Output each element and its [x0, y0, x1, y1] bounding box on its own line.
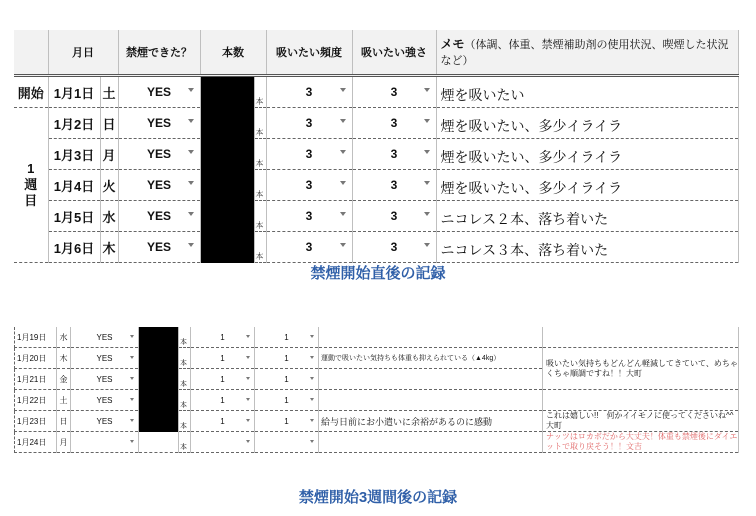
chevron-down-icon[interactable] — [246, 440, 250, 443]
unit-label: 本 — [254, 108, 266, 139]
date-cell[interactable]: 1月20日 — [15, 348, 57, 369]
strength-select[interactable] — [352, 108, 436, 139]
date-cell[interactable]: 1月21日 — [15, 369, 57, 390]
weekday-cell[interactable]: 火 — [100, 170, 118, 201]
frequency-select[interactable] — [191, 369, 255, 390]
frequency-value: 1 — [220, 332, 225, 342]
strength-select[interactable] — [255, 369, 319, 390]
header-row — [14, 30, 738, 76]
chevron-down-icon[interactable] — [188, 181, 194, 185]
chevron-down-icon[interactable] — [340, 212, 346, 216]
strength-value: 1 — [284, 395, 289, 405]
strength-select[interactable] — [352, 201, 436, 232]
week-char: 週 — [24, 177, 38, 192]
smokefree-select[interactable] — [71, 411, 139, 432]
frequency-select[interactable] — [191, 432, 255, 453]
header-date: 月日 — [48, 30, 118, 76]
smokefree-select[interactable] — [71, 390, 139, 411]
unit-label: 本 — [179, 411, 191, 432]
chevron-down-icon[interactable] — [424, 150, 430, 154]
strength-select[interactable] — [255, 390, 319, 411]
chevron-down-icon[interactable] — [130, 398, 134, 401]
smokefree-select[interactable] — [118, 108, 200, 139]
table-row — [14, 76, 738, 108]
count-cell[interactable] — [139, 432, 179, 453]
redacted-count — [200, 76, 254, 108]
chevron-down-icon[interactable] — [310, 356, 314, 359]
weekday-cell[interactable]: 土 — [57, 390, 71, 411]
strength-value: 3 — [390, 209, 398, 223]
smokefree-value: YES — [146, 147, 171, 161]
weekday-cell[interactable]: 水 — [57, 327, 71, 348]
coach-comment: ナッツはロカボだから大丈夫！体重も禁煙後にダイエットで取り戻そう！！文吉 — [543, 432, 739, 453]
table-row — [15, 411, 739, 432]
start-label: 開始 — [14, 76, 48, 108]
table-row — [14, 201, 738, 232]
chevron-down-icon[interactable] — [310, 419, 314, 422]
smokefree-value: YES — [96, 416, 113, 426]
smokefree-select[interactable] — [118, 170, 200, 201]
strength-select[interactable] — [255, 411, 319, 432]
memo-cell[interactable]: 煙を吸いたい — [436, 76, 738, 108]
weekday-cell[interactable]: 土 — [100, 76, 118, 108]
memo-cell[interactable]: ニコレス２本、落ち着いた — [436, 201, 738, 232]
header-memo — [436, 30, 738, 76]
frequency-value: 3 — [305, 178, 313, 192]
unit-label: 本 — [254, 232, 266, 263]
strength-select[interactable] — [255, 327, 319, 348]
chevron-down-icon[interactable] — [340, 119, 346, 123]
table-row — [15, 327, 739, 348]
unit-label: 本 — [179, 390, 191, 411]
memo-cell[interactable]: 運動で吸いたい気持ちも体重も抑えられている（▲4kg） — [319, 348, 543, 369]
corner-cell — [14, 30, 48, 76]
unit-label: 本 — [179, 369, 191, 390]
strength-value: 3 — [390, 116, 398, 130]
strength-value: 1 — [284, 332, 289, 342]
memo-cell[interactable]: 煙を吸いたい、多少イライラ — [436, 139, 738, 170]
weekday-cell[interactable]: 月 — [57, 432, 71, 453]
redacted-count — [139, 390, 179, 411]
unit-label: 本 — [179, 432, 191, 453]
smokefree-value: YES — [146, 116, 171, 130]
frequency-select[interactable] — [266, 232, 352, 263]
frequency-value: 3 — [305, 85, 313, 99]
redacted-count — [139, 411, 179, 432]
chevron-down-icon[interactable] — [246, 419, 250, 422]
smokefree-value: YES — [96, 353, 113, 363]
date-cell[interactable]: 1月24日 — [15, 432, 57, 453]
date-cell[interactable]: 1月6日 — [48, 232, 100, 263]
chevron-down-icon[interactable] — [340, 150, 346, 154]
date-cell[interactable]: 1月5日 — [48, 201, 100, 232]
chevron-down-icon[interactable] — [310, 377, 314, 380]
comment-cell — [543, 327, 739, 348]
unit-label: 本 — [254, 170, 266, 201]
chevron-down-icon[interactable] — [340, 243, 346, 247]
smokefree-select[interactable] — [71, 348, 139, 369]
smokefree-value: YES — [96, 332, 113, 342]
weekday-cell[interactable]: 日 — [57, 411, 71, 432]
chevron-down-icon[interactable] — [246, 356, 250, 359]
weekday-cell[interactable]: 月 — [100, 139, 118, 170]
chevron-down-icon[interactable] — [246, 398, 250, 401]
date-cell[interactable]: 1月22日 — [15, 390, 57, 411]
unit-label: 本 — [179, 348, 191, 369]
smokefree-value: YES — [96, 374, 113, 384]
smokefree-select[interactable] — [71, 432, 139, 453]
strength-value: 1 — [284, 353, 289, 363]
weekday-cell[interactable]: 日 — [100, 108, 118, 139]
memo-cell[interactable]: 煙を吸いたい、多少イライラ — [436, 170, 738, 201]
chevron-down-icon[interactable] — [130, 419, 134, 422]
unit-label: 本 — [179, 327, 191, 348]
coach-comment: これは嬉しい!! 何かイイモノに使ってくださいね^^大町 — [543, 411, 739, 432]
frequency-value: 1 — [220, 395, 225, 405]
redacted-count — [139, 327, 179, 348]
header-count: 本数 — [200, 30, 266, 76]
header-memo-detail: （体調、体重、禁煙補助剤の使用状況、喫煙した状況など） — [440, 38, 729, 67]
strength-value: 3 — [390, 147, 398, 161]
chevron-down-icon[interactable] — [188, 243, 194, 247]
frequency-value: 1 — [220, 374, 225, 384]
chevron-down-icon[interactable] — [340, 181, 346, 185]
chevron-down-icon[interactable] — [424, 88, 430, 92]
redacted-count — [200, 170, 254, 201]
strength-select[interactable] — [352, 76, 436, 108]
table-row — [14, 139, 738, 170]
smokefree-select[interactable] — [118, 232, 200, 263]
chevron-down-icon[interactable] — [424, 181, 430, 185]
frequency-value: 3 — [305, 240, 313, 254]
smokefree-value: YES — [146, 240, 171, 254]
smokefree-select[interactable] — [118, 76, 200, 108]
coach-comment: 吸いたい気持ちもどんどん軽減してきていて、めちゃくちゃ順調ですね！！大町 — [543, 348, 739, 390]
smokefree-select[interactable] — [71, 327, 139, 348]
date-cell[interactable]: 1月4日 — [48, 170, 100, 201]
chevron-down-icon[interactable] — [310, 398, 314, 401]
frequency-select[interactable] — [266, 170, 352, 201]
week-suffix: 目 — [24, 193, 38, 208]
chevron-down-icon[interactable] — [340, 88, 346, 92]
unit-label: 本 — [254, 139, 266, 170]
memo-cell[interactable] — [319, 369, 543, 390]
table-row — [14, 232, 738, 263]
frequency-select[interactable] — [266, 201, 352, 232]
table-row — [15, 432, 739, 453]
table-row — [15, 348, 739, 369]
memo-cell[interactable]: 給与日前にお小遣いに余裕があるのに感動 — [319, 411, 543, 432]
frequency-value: 1 — [220, 353, 225, 363]
strength-select[interactable] — [352, 170, 436, 201]
redacted-count — [200, 139, 254, 170]
smokefree-select[interactable] — [118, 139, 200, 170]
chevron-down-icon[interactable] — [310, 335, 314, 338]
weekday-cell[interactable]: 木 — [100, 232, 118, 263]
strength-select[interactable] — [352, 139, 436, 170]
chevron-down-icon[interactable] — [188, 212, 194, 216]
table-row — [14, 108, 738, 139]
frequency-select[interactable] — [191, 348, 255, 369]
chevron-down-icon[interactable] — [246, 377, 250, 380]
chevron-down-icon[interactable] — [188, 88, 194, 92]
date-cell[interactable]: 1月1日 — [48, 76, 100, 108]
week-label — [14, 108, 48, 263]
caption-week1: 禁煙開始直後の記録 — [310, 265, 446, 282]
memo-cell[interactable] — [319, 327, 543, 348]
header-strength: 吸いたい強さ — [352, 30, 436, 76]
date-cell[interactable]: 1月23日 — [15, 411, 57, 432]
chevron-down-icon[interactable] — [424, 212, 430, 216]
frequency-select[interactable] — [191, 411, 255, 432]
header-memo-title: メモ — [440, 36, 465, 51]
memo-cell[interactable]: ニコレス３本、落ち着いた — [436, 232, 738, 263]
comment-cell — [543, 390, 739, 411]
smokefree-select[interactable] — [118, 201, 200, 232]
weekday-cell[interactable]: 水 — [100, 201, 118, 232]
frequency-select[interactable] — [266, 108, 352, 139]
table-row — [15, 390, 739, 411]
unit-label: 本 — [254, 201, 266, 232]
strength-value: 3 — [390, 240, 398, 254]
chevron-down-icon[interactable] — [310, 440, 314, 443]
chevron-down-icon[interactable] — [424, 243, 430, 247]
chevron-down-icon[interactable] — [130, 440, 134, 443]
quit-smoking-log-week1 — [14, 30, 739, 263]
memo-cell[interactable]: 煙を吸いたい、多少イライラ — [436, 108, 738, 139]
strength-value: 1 — [284, 374, 289, 384]
strength-value: 3 — [390, 85, 398, 99]
date-cell[interactable]: 1月19日 — [15, 327, 57, 348]
chevron-down-icon[interactable] — [130, 335, 134, 338]
strength-select[interactable] — [352, 232, 436, 263]
redacted-count — [139, 369, 179, 390]
unit-label: 本 — [254, 76, 266, 108]
frequency-value: 3 — [305, 116, 313, 130]
date-cell[interactable]: 1月2日 — [48, 108, 100, 139]
redacted-count — [200, 108, 254, 139]
strength-value: 1 — [284, 416, 289, 426]
chevron-down-icon[interactable] — [130, 356, 134, 359]
smokefree-value: YES — [146, 178, 171, 192]
week-number: 1 — [27, 161, 35, 176]
redacted-count — [200, 201, 254, 232]
header-smokefree: 禁煙できた？ — [118, 30, 200, 76]
chevron-down-icon[interactable] — [130, 377, 134, 380]
smokefree-value: YES — [96, 395, 113, 405]
frequency-select[interactable] — [191, 327, 255, 348]
redacted-count — [200, 232, 254, 263]
table-row — [14, 170, 738, 201]
quit-smoking-log-week3 — [14, 327, 739, 453]
date-cell[interactable]: 1月3日 — [48, 139, 100, 170]
strength-select[interactable] — [255, 348, 319, 369]
chevron-down-icon[interactable] — [246, 335, 250, 338]
weekday-cell[interactable]: 木 — [57, 348, 71, 369]
weekday-cell[interactable]: 金 — [57, 369, 71, 390]
smokefree-select[interactable] — [71, 369, 139, 390]
header-frequency: 吸いたい頻度 — [266, 30, 352, 76]
redacted-count — [139, 348, 179, 369]
memo-cell[interactable] — [319, 390, 543, 411]
caption-week3: 禁煙開始3週間後の記録 — [298, 489, 458, 506]
frequency-value: 3 — [305, 209, 313, 223]
smokefree-value: YES — [146, 85, 171, 99]
chevron-down-icon[interactable] — [188, 150, 194, 154]
strength-select[interactable] — [255, 432, 319, 453]
memo-cell[interactable] — [319, 432, 543, 453]
chevron-down-icon[interactable] — [424, 119, 430, 123]
frequency-value: 3 — [305, 147, 313, 161]
frequency-select[interactable] — [266, 76, 352, 108]
frequency-select[interactable] — [191, 390, 255, 411]
smokefree-value: YES — [146, 209, 171, 223]
frequency-value: 1 — [220, 416, 225, 426]
strength-value: 3 — [390, 178, 398, 192]
chevron-down-icon[interactable] — [188, 119, 194, 123]
frequency-select[interactable] — [266, 139, 352, 170]
